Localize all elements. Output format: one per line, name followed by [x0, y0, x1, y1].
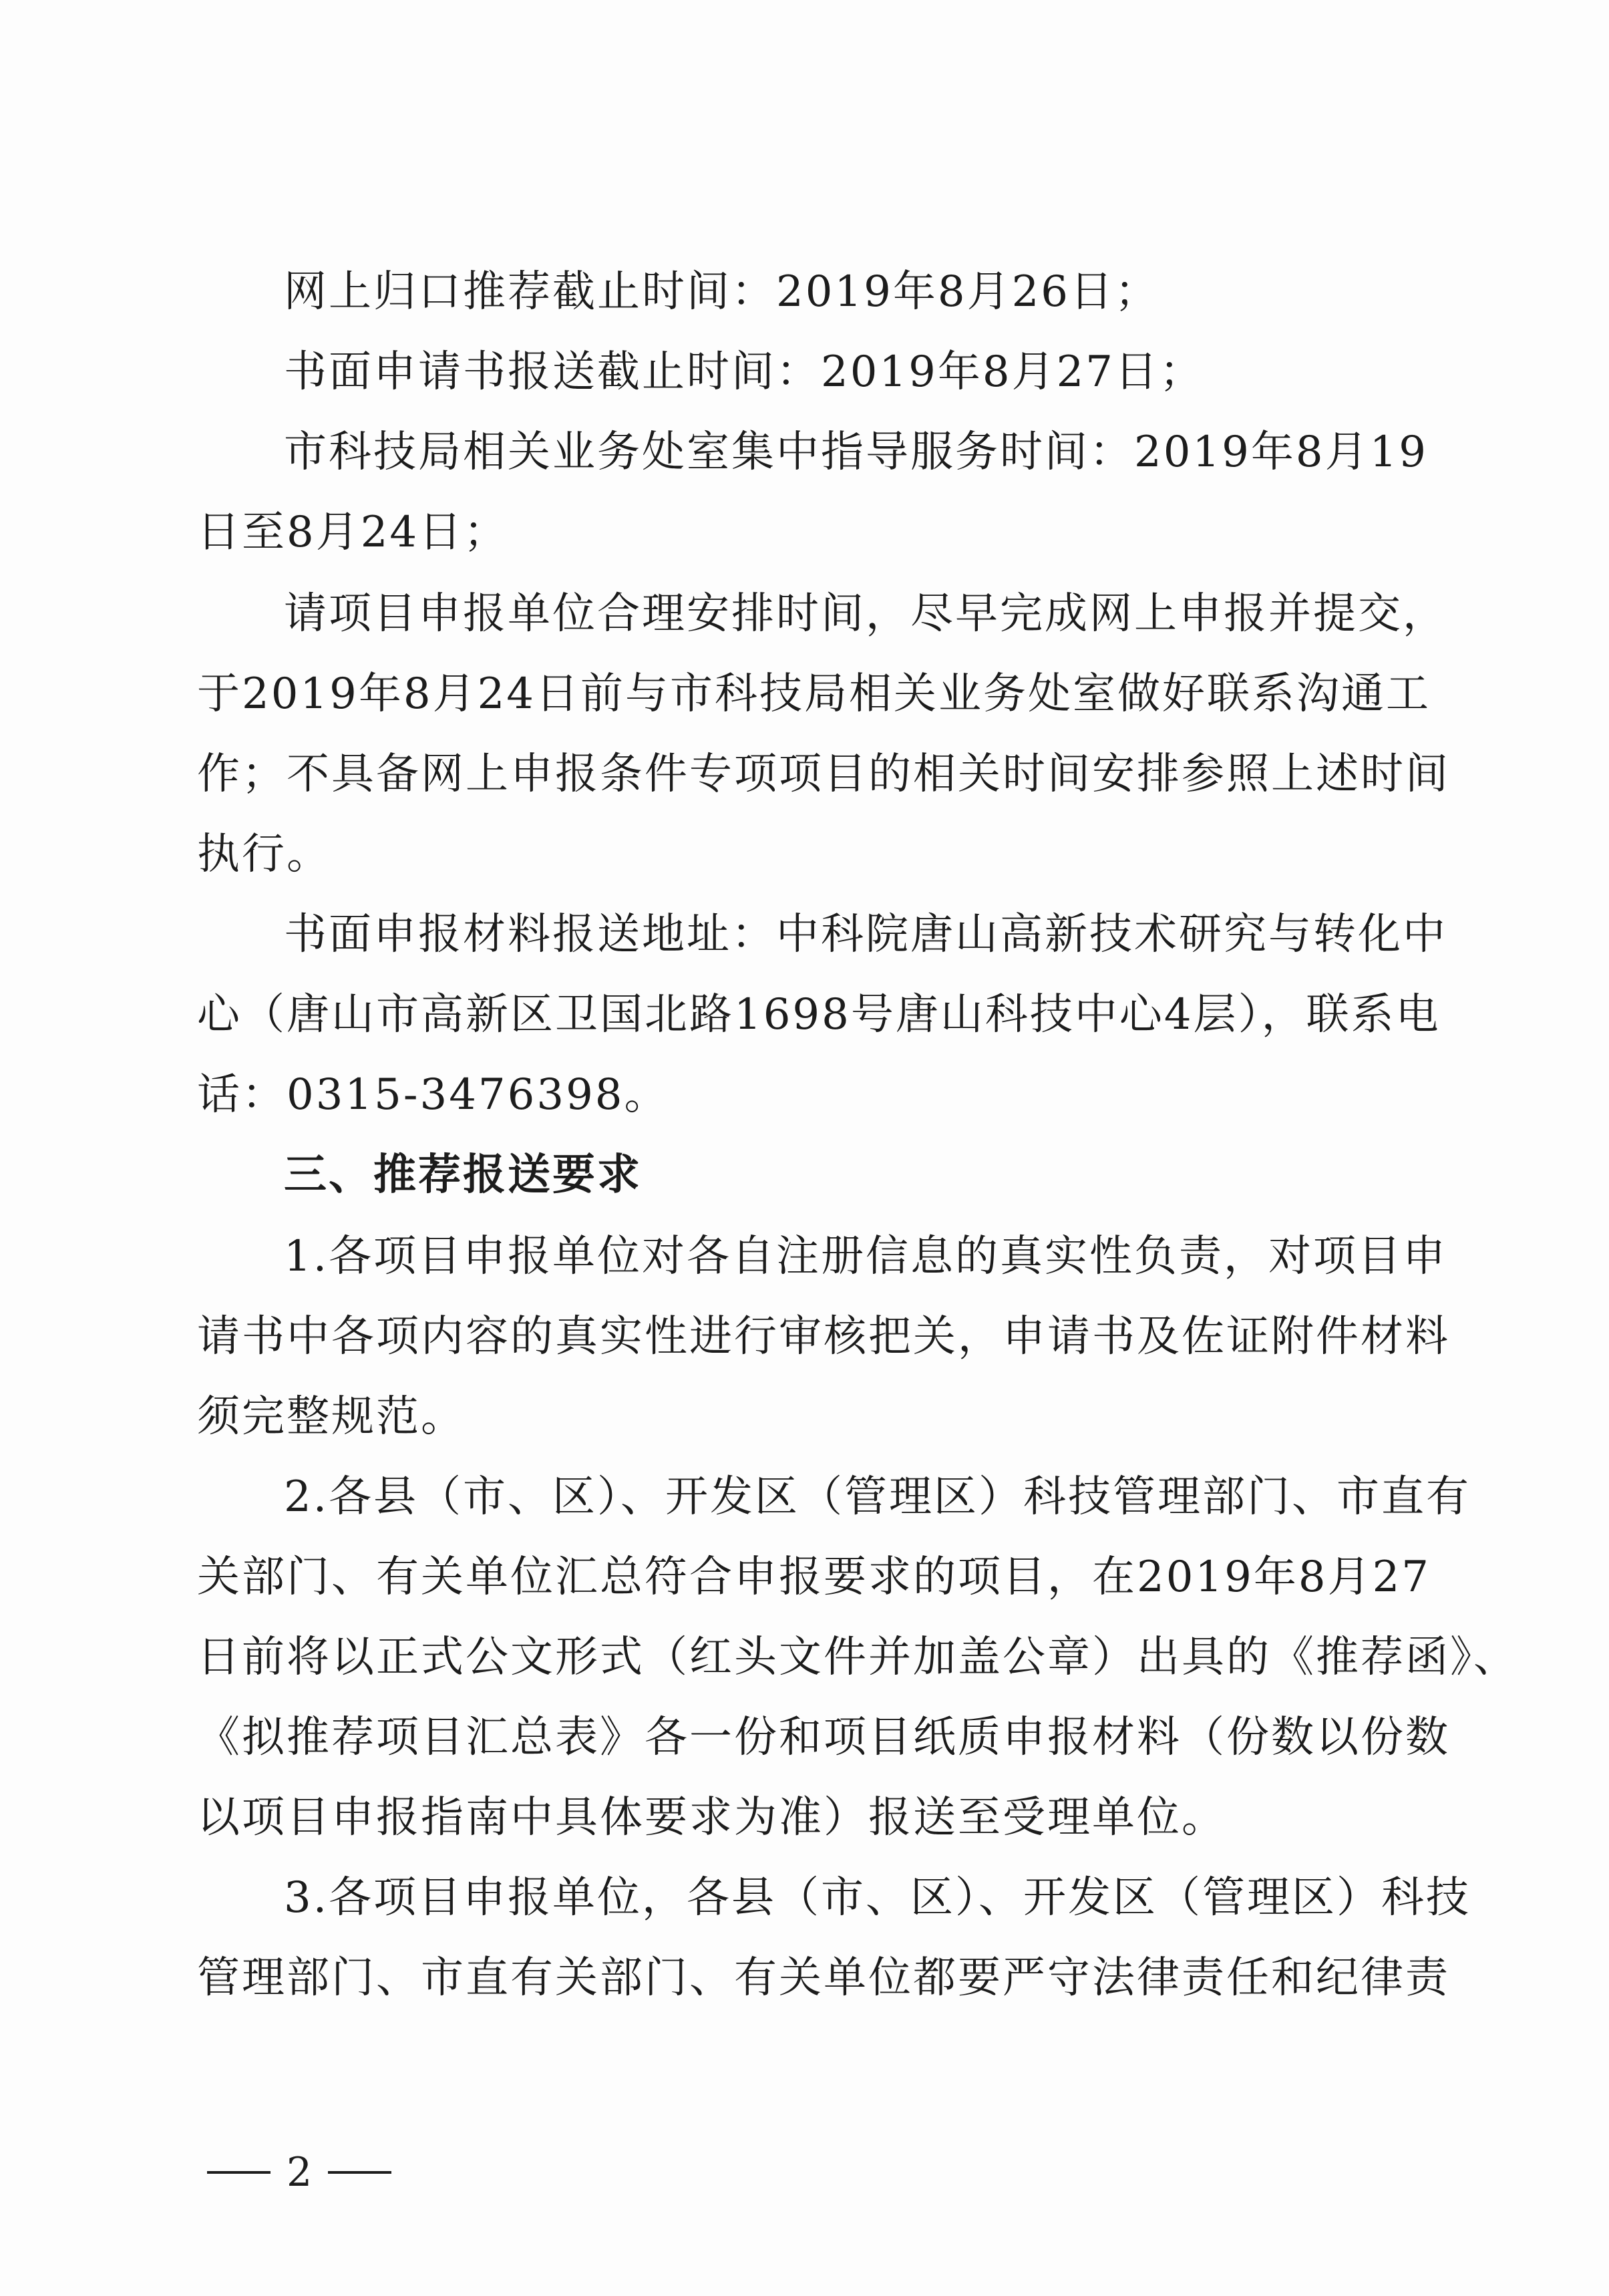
dash-decoration: [207, 2171, 271, 2174]
paragraph-line: 作；不具备网上申报条件专项项目的相关时间安排参照上述时间: [197, 750, 1450, 799]
paragraph-line: 书面申报材料报送地址：中科院唐山高新技术研究与转化中: [284, 910, 1447, 959]
paragraph-line: 关部门、有关单位汇总符合申报要求的项目，在2019年8月27: [197, 1552, 1431, 1602]
paragraph-line: 书面申请书报送截止时间：2019年8月27日；: [284, 347, 1205, 397]
paragraph-line: 日至8月24日；: [197, 508, 509, 557]
paragraph-line: 2.各县（市、区）、开发区（管理区）科技管理部门、市直有: [284, 1472, 1471, 1522]
paragraph-line: 《拟推荐项目汇总表》各一份和项目纸质申报材料（份数以份数: [197, 1713, 1450, 1762]
paragraph-line: 于2019年8月24日前与市科技局相关业务处室做好联系沟通工: [197, 669, 1431, 719]
paragraph-line: 请项目申报单位合理安排时间，尽早完成网上申报并提交，: [284, 589, 1447, 639]
paragraph-line: 3.各项目申报单位，各县（市、区）、开发区（管理区）科技: [284, 1873, 1471, 1923]
paragraph-line: 日前将以正式公文形式（红头文件并加盖公章）出具的《推荐函》、: [197, 1633, 1518, 1682]
paragraph-line: 话：0315-3476398。: [197, 1070, 669, 1120]
paragraph-line: 1.各项目申报单位对各自注册信息的真实性负责，对项目申: [284, 1232, 1448, 1281]
paragraph-line: 执行。: [197, 830, 331, 879]
section-heading: 三、推荐报送要求: [284, 1150, 642, 1200]
dash-decoration: [328, 2171, 391, 2174]
paragraph-line: 网上归口推荐截止时间：2019年8月26日；: [284, 267, 1160, 317]
paragraph-line: 市科技局相关业务处室集中指导服务时间：2019年8月19: [284, 428, 1429, 477]
page-number: 2: [287, 2149, 313, 2196]
paragraph-line: 心（唐山市高新区卫国北路1698号唐山科技中心4层），联系电: [197, 990, 1441, 1039]
paragraph-line: 请书中各项内容的真实性进行审核把关，申请书及佐证附件材料: [197, 1312, 1450, 1361]
paragraph-line: 须完整规范。: [197, 1392, 466, 1442]
paragraph-line: 管理部门、市直有关部门、有关单位都要严守法律责任和纪律责: [197, 1953, 1450, 2003]
paragraph-line: 以项目申报指南中具体要求为准）报送至受理单位。: [197, 1793, 1226, 1842]
page-number-footer: [207, 2149, 391, 2196]
